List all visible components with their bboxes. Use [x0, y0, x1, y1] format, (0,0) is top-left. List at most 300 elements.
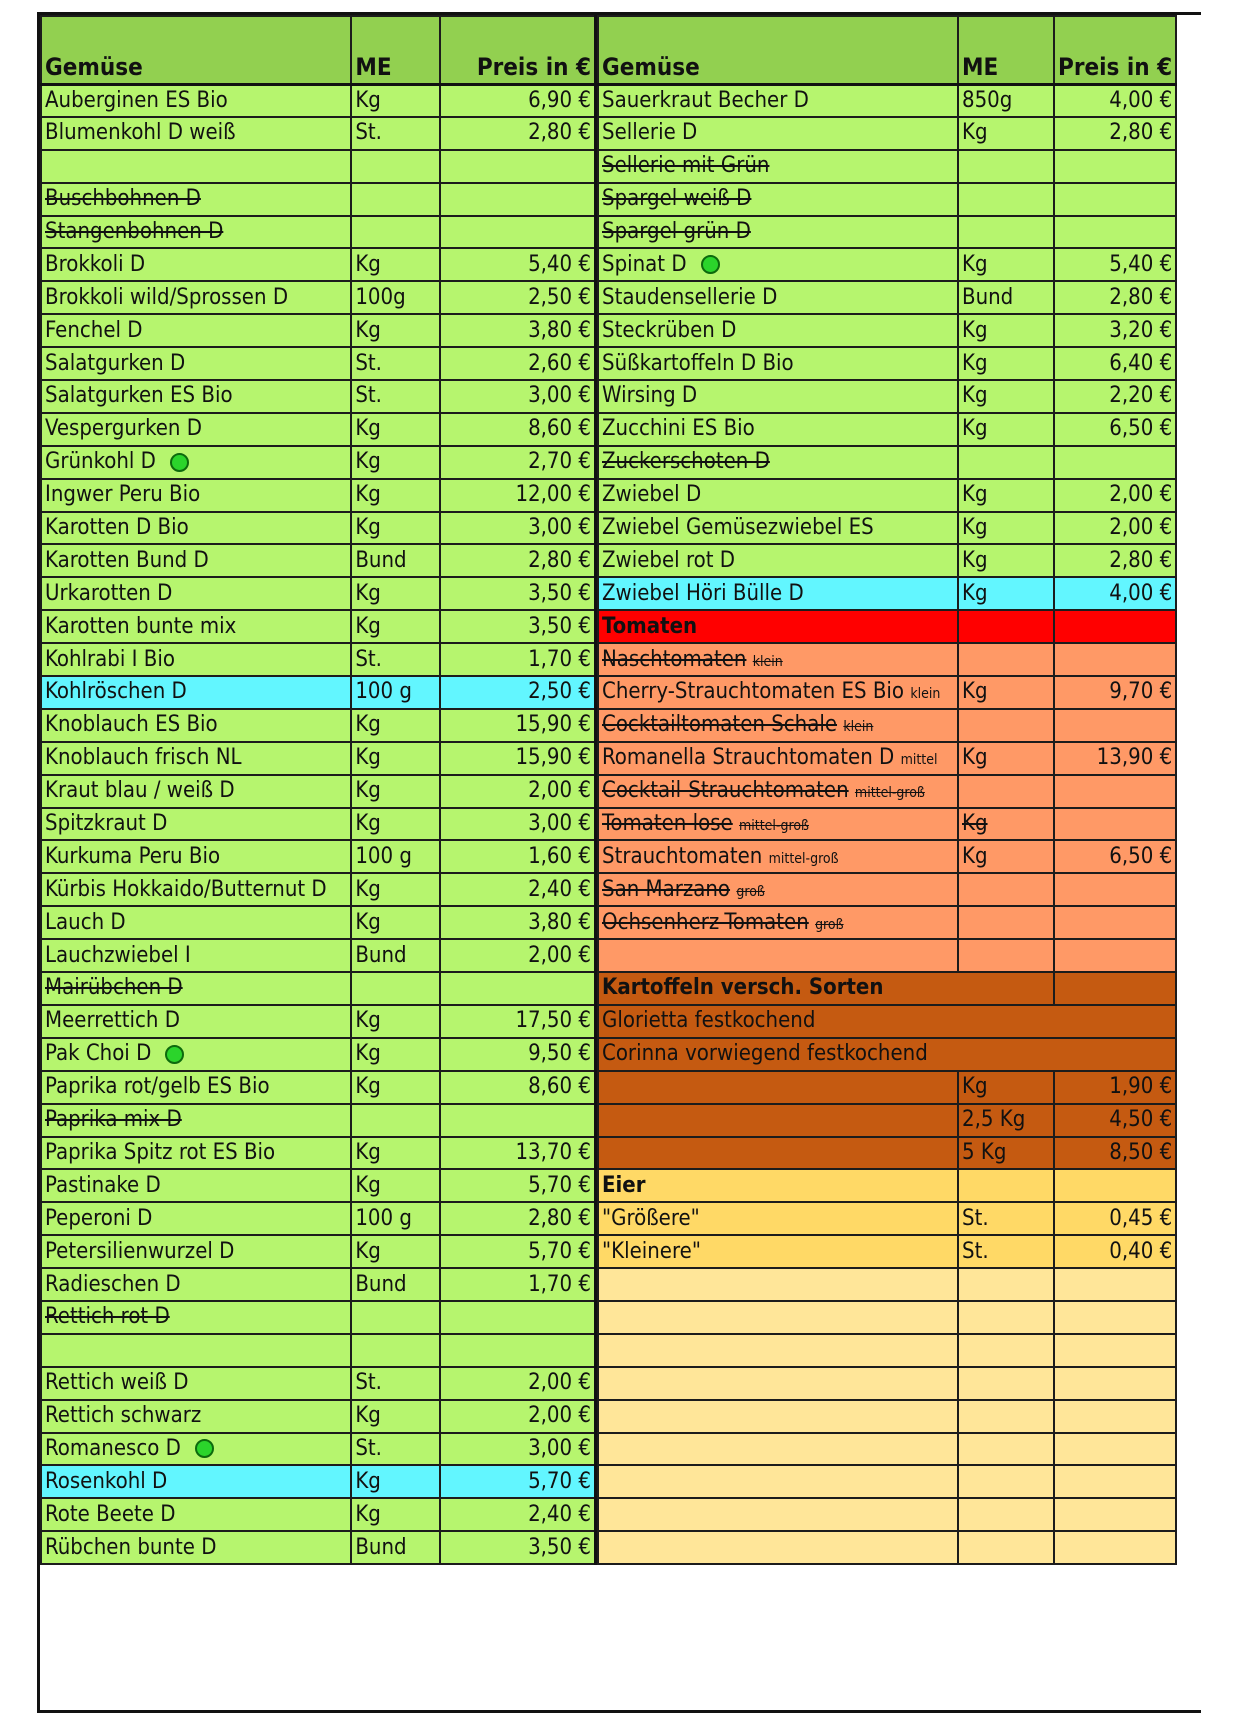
item-unit: Kg: [351, 314, 439, 347]
item-price: 0,45 €: [1054, 1202, 1176, 1235]
item-price: 2,00 €: [1054, 512, 1176, 545]
item-price: [1054, 1400, 1176, 1433]
item-name-cell: [598, 314, 958, 347]
table-row: [41, 1268, 596, 1301]
table-row: [598, 1400, 1176, 1433]
item-name: Sellerie D: [602, 120, 698, 146]
item-name-cell: [598, 939, 958, 972]
item-name-cell: [41, 1400, 351, 1433]
item-name: Rote Beete D: [45, 1501, 176, 1527]
item-name-cell: [598, 972, 1054, 1005]
item-price: 15,90 €: [440, 742, 596, 775]
item-price: 6,90 €: [440, 84, 596, 117]
item-name-cell: [41, 314, 351, 347]
item-unit: Kg: [351, 248, 439, 281]
header-name: Gemüse: [598, 16, 958, 84]
table-row: [41, 281, 596, 314]
item-name-cell: [598, 544, 958, 577]
item-unit: [958, 643, 1054, 676]
item-unit: [958, 709, 1054, 742]
item-price: 13,90 €: [1054, 742, 1176, 775]
item-price: [1054, 1268, 1176, 1301]
item-price: [1054, 150, 1176, 183]
table-row: [598, 150, 1176, 183]
table-row: [41, 972, 596, 1005]
table-row: [41, 479, 596, 512]
item-name-cell: [598, 840, 958, 873]
table-row: [41, 1400, 596, 1433]
item-name-cell: [598, 610, 958, 643]
item-name: Cocktail-Strauchtomaten: [602, 778, 849, 804]
item-name: Rettich weiß D: [45, 1370, 189, 1396]
item-name: Salatgurken D: [45, 350, 186, 376]
item-price: [1054, 972, 1176, 1005]
header-unit: ME: [958, 16, 1054, 84]
item-price: [1054, 709, 1176, 742]
item-unit: 5 Kg: [958, 1137, 1054, 1170]
item-name: Lauch D: [45, 909, 126, 935]
size-note: klein: [843, 719, 874, 736]
item-name: Petersilienwurzel D: [45, 1238, 235, 1264]
right-price-table: [597, 15, 1177, 1565]
table-row: [41, 446, 596, 479]
item-unit: Kg: [351, 84, 439, 117]
right-header-row: [598, 16, 1176, 84]
item-name: Cherry-Strauchtomaten ES Bio: [602, 679, 905, 705]
item-name-cell: [41, 479, 351, 512]
table-row: [598, 808, 1176, 841]
item-price: 4,00 €: [1054, 577, 1176, 610]
item-unit: Kg: [958, 314, 1054, 347]
left-header-row: [41, 16, 596, 84]
table-row: [598, 873, 1176, 906]
item-name-cell: [598, 248, 958, 281]
table-row: [41, 742, 596, 775]
item-name-cell: [41, 281, 351, 314]
item-name-cell: [598, 1071, 958, 1104]
item-unit: [958, 1498, 1054, 1531]
item-unit: St.: [958, 1235, 1054, 1268]
left-column: [40, 15, 597, 1565]
table-row: [598, 1498, 1176, 1531]
table-row: [598, 183, 1176, 216]
item-price: [1054, 906, 1176, 939]
item-unit: Kg: [958, 248, 1054, 281]
item-name-cell: [598, 1038, 1176, 1071]
item-price: 2,40 €: [440, 1498, 596, 1531]
item-price: 17,50 €: [440, 1005, 596, 1038]
item-unit: 850g: [958, 84, 1054, 117]
item-name-cell: [41, 1071, 351, 1104]
table-row: [598, 1367, 1176, 1400]
table-row: [598, 1235, 1176, 1268]
item-price: 2,60 €: [440, 347, 596, 380]
item-name: Paprika mix D: [45, 1107, 182, 1133]
table-row: [598, 314, 1176, 347]
item-unit: Bund: [351, 939, 439, 972]
table-row: [41, 1038, 596, 1071]
item-name-cell: [41, 742, 351, 775]
item-name-cell: [41, 1334, 351, 1367]
item-name-cell: [41, 183, 351, 216]
item-name: Karotten D Bio: [45, 515, 189, 541]
item-name-cell: [41, 1137, 351, 1170]
item-name-cell: [598, 446, 958, 479]
item-name: Glorietta festkochend: [602, 1008, 816, 1034]
size-note: mittel-groß: [739, 818, 809, 835]
table-row: [41, 380, 596, 413]
item-price: 3,80 €: [440, 314, 596, 347]
table-row: [41, 512, 596, 545]
item-unit: St.: [351, 117, 439, 150]
item-unit: St.: [351, 1433, 439, 1466]
item-price: 8,60 €: [440, 1071, 596, 1104]
item-unit: [351, 972, 439, 1005]
item-price: [1054, 808, 1176, 841]
item-price: [1054, 775, 1176, 808]
table-row: [41, 117, 596, 150]
item-unit: Kg: [958, 742, 1054, 775]
table-row: [41, 413, 596, 446]
item-name-cell: [41, 1202, 351, 1235]
item-name-cell: [41, 808, 351, 841]
size-note: mittel-groß: [768, 850, 839, 867]
item-unit: [958, 1400, 1054, 1433]
item-name: Kürbis Hokkaido/Butternut D: [45, 876, 327, 902]
item-price: 3,00 €: [440, 1433, 596, 1466]
item-price: 3,80 €: [440, 906, 596, 939]
item-unit: [958, 1268, 1054, 1301]
item-unit: [958, 873, 1054, 906]
item-price: 5,70 €: [440, 1465, 596, 1498]
item-name: Knoblauch ES Bio: [45, 712, 218, 738]
item-unit: Kg: [351, 1498, 439, 1531]
item-name-cell: [598, 150, 958, 183]
item-name: Karotten Bund D: [45, 547, 209, 573]
item-unit: St.: [351, 380, 439, 413]
item-name: Spinat D: [602, 251, 687, 277]
item-price: [440, 972, 596, 1005]
item-price: [1054, 183, 1176, 216]
item-name-cell: [598, 84, 958, 117]
item-name: Vespergurken D: [45, 416, 202, 442]
item-unit: [958, 150, 1054, 183]
table-row: [598, 1137, 1176, 1170]
item-name: Knoblauch frisch NL: [45, 745, 242, 771]
item-price: 6,40 €: [1054, 347, 1176, 380]
item-name: Zwiebel Gemüsezwiebel ES: [602, 515, 874, 541]
item-name: Stangenbohnen D: [45, 219, 224, 244]
item-unit: Kg: [958, 512, 1054, 545]
item-unit: Kg: [351, 1235, 439, 1268]
item-price: 0,40 €: [1054, 1235, 1176, 1268]
item-price: 5,70 €: [440, 1235, 596, 1268]
item-name-cell: [41, 1531, 351, 1564]
item-unit: Kg: [351, 1071, 439, 1104]
table-row: [598, 709, 1176, 742]
table-row: [598, 577, 1176, 610]
item-price: 2,50 €: [440, 676, 596, 709]
item-name-cell: [598, 1367, 958, 1400]
item-name-cell: [598, 216, 958, 249]
item-price: 2,80 €: [1054, 544, 1176, 577]
item-unit: [351, 183, 439, 216]
table-row: [41, 808, 596, 841]
item-name: Zucchini ES Bio: [602, 416, 755, 442]
item-name-cell: [598, 1169, 958, 1202]
item-unit: [958, 1367, 1054, 1400]
item-name: Zwiebel Höri Bülle D: [602, 580, 804, 606]
item-name-cell: [41, 1465, 351, 1498]
item-name-cell: [598, 1268, 958, 1301]
item-name: Meerrettich D: [45, 1008, 180, 1034]
table-row: [41, 1433, 596, 1466]
table-row: [41, 1334, 596, 1367]
item-name-cell: [41, 117, 351, 150]
item-unit: Kg: [351, 1005, 439, 1038]
item-name-cell: [41, 1169, 351, 1202]
size-note: mittel-groß: [854, 785, 925, 802]
item-unit: Kg: [958, 413, 1054, 446]
item-name: Ingwer Peru Bio: [45, 482, 201, 508]
item-price: 9,50 €: [440, 1038, 596, 1071]
item-unit: [351, 1334, 439, 1367]
table-row: [41, 709, 596, 742]
item-name: Tomaten lose: [602, 811, 733, 837]
item-name-cell: [41, 544, 351, 577]
item-name-cell: [598, 775, 958, 808]
item-unit: Kg: [351, 446, 439, 479]
table-row: [598, 1202, 1176, 1235]
item-price: [1054, 1433, 1176, 1466]
item-unit: 2,5 Kg: [958, 1104, 1054, 1137]
item-price: [1054, 1169, 1176, 1202]
item-price: 5,40 €: [440, 248, 596, 281]
item-name-cell: [598, 1334, 958, 1367]
item-name: Kohlrabi I Bio: [45, 646, 175, 672]
item-price: 3,00 €: [440, 512, 596, 545]
item-unit: [958, 1334, 1054, 1367]
table-row: [41, 216, 596, 249]
item-price: [440, 183, 596, 216]
item-name-cell: [41, 248, 351, 281]
item-price: 2,80 €: [440, 1202, 596, 1235]
item-unit: Kg: [351, 1400, 439, 1433]
item-name-cell: [598, 1301, 958, 1334]
item-name-cell: [598, 906, 958, 939]
item-name-cell: [598, 742, 958, 775]
item-unit: Kg: [351, 742, 439, 775]
item-price: 2,80 €: [1054, 117, 1176, 150]
table-row: [598, 1268, 1176, 1301]
item-unit: Kg: [351, 1169, 439, 1202]
table-row: [41, 775, 596, 808]
item-unit: Kg: [958, 1071, 1054, 1104]
item-name: Sellerie mit Grün: [602, 153, 770, 179]
item-unit: St.: [351, 347, 439, 380]
table-row: [41, 1202, 596, 1235]
item-unit: St.: [958, 1202, 1054, 1235]
item-name-cell: [41, 1301, 351, 1334]
item-name-cell: [41, 1367, 351, 1400]
item-name-cell: [41, 1005, 351, 1038]
item-unit: Kg: [958, 544, 1054, 577]
item-name: Kohlröschen D: [45, 679, 187, 705]
table-row: [598, 446, 1176, 479]
item-name: Pak Choi D: [45, 1041, 152, 1067]
table-row: [598, 1038, 1176, 1071]
table-row: [598, 544, 1176, 577]
item-name: Rettich rot D: [45, 1304, 170, 1330]
item-unit: 100 g: [351, 1202, 439, 1235]
table-row: [41, 1531, 596, 1564]
item-price: 3,50 €: [440, 610, 596, 643]
item-price: 1,60 €: [440, 840, 596, 873]
item-name-cell: [41, 1433, 351, 1466]
item-name-cell: [598, 676, 958, 709]
item-unit: Bund: [958, 281, 1054, 314]
item-name-cell: [41, 939, 351, 972]
table-row: [41, 643, 596, 676]
table-row: [41, 1301, 596, 1334]
item-price: [440, 1104, 596, 1137]
item-name-cell: [598, 1465, 958, 1498]
item-name: Rettich schwarz: [45, 1403, 202, 1429]
item-unit: Kg: [958, 840, 1054, 873]
item-unit: Bund: [351, 1268, 439, 1301]
item-name-cell: [41, 1038, 351, 1071]
item-name-cell: [41, 643, 351, 676]
item-name: Zwiebel rot D: [602, 547, 735, 573]
table-row: [41, 314, 596, 347]
table-row: [598, 117, 1176, 150]
item-name: Urkarotten D: [45, 580, 173, 606]
item-name-cell: [598, 117, 958, 150]
item-price: 3,50 €: [440, 577, 596, 610]
item-name: San Marzano: [602, 876, 731, 902]
item-price: 2,00 €: [440, 939, 596, 972]
item-price: 1,90 €: [1054, 1071, 1176, 1104]
item-unit: 100g: [351, 281, 439, 314]
item-price: 5,40 €: [1054, 248, 1176, 281]
item-price: 3,20 €: [1054, 314, 1176, 347]
table-row: [598, 479, 1176, 512]
table-row: [598, 248, 1176, 281]
item-price: 6,50 €: [1054, 840, 1176, 873]
item-price: 4,50 €: [1054, 1104, 1176, 1137]
item-name: Brokkoli D: [45, 251, 146, 277]
item-name-cell: [41, 775, 351, 808]
table-row: [41, 1498, 596, 1531]
item-price: 6,50 €: [1054, 413, 1176, 446]
item-name-cell: [41, 413, 351, 446]
item-price: 9,70 €: [1054, 676, 1176, 709]
item-name: Spitzkraut D: [45, 811, 168, 837]
item-unit: 100 g: [351, 676, 439, 709]
table-row: [41, 150, 596, 183]
item-unit: [958, 610, 1054, 643]
table-row: [41, 1465, 596, 1498]
table-row: [598, 1071, 1176, 1104]
item-price: 3,50 €: [440, 1531, 596, 1564]
item-unit: [958, 1433, 1054, 1466]
item-name: Auberginen ES Bio: [45, 87, 228, 113]
item-unit: [958, 1301, 1054, 1334]
item-unit: Kg: [351, 906, 439, 939]
table-row: [598, 906, 1176, 939]
item-name: Zuckerschoten D: [602, 449, 770, 475]
item-unit: Kg: [351, 1137, 439, 1170]
item-name: "Kleinere": [602, 1238, 701, 1264]
item-price: [440, 216, 596, 249]
item-name: Rosenkohl D: [45, 1468, 168, 1494]
table-row: [41, 840, 596, 873]
size-note: mittel: [900, 752, 938, 769]
item-unit: Kg: [958, 808, 1054, 841]
table-row: [598, 1104, 1176, 1137]
item-price: 3,00 €: [440, 380, 596, 413]
item-price: 2,00 €: [1054, 479, 1176, 512]
item-unit: Kg: [958, 676, 1054, 709]
item-name: "Größere": [602, 1205, 700, 1231]
table-row: [598, 413, 1176, 446]
table-row: [41, 1005, 596, 1038]
table-row: [598, 1005, 1176, 1038]
item-name-cell: [41, 380, 351, 413]
item-unit: [958, 1465, 1054, 1498]
item-unit: [958, 216, 1054, 249]
item-price: 5,70 €: [440, 1169, 596, 1202]
item-unit: Kg: [351, 512, 439, 545]
item-name-cell: [598, 1498, 958, 1531]
table-row: [41, 248, 596, 281]
item-unit: St.: [351, 1367, 439, 1400]
item-name-cell: [598, 1531, 958, 1564]
size-note: groß: [815, 916, 844, 933]
item-price: 2,80 €: [440, 544, 596, 577]
item-name: Sauerkraut Becher D: [602, 87, 809, 113]
item-price: 1,70 €: [440, 643, 596, 676]
item-price: [440, 1334, 596, 1367]
item-name: Buschbohnen D: [45, 186, 201, 212]
left-price-table: [40, 15, 597, 1565]
table-row: [598, 742, 1176, 775]
item-price: 2,00 €: [440, 775, 596, 808]
table-row: [598, 380, 1176, 413]
item-price: [1054, 610, 1176, 643]
item-price: [1054, 643, 1176, 676]
table-row: [598, 1531, 1176, 1564]
item-price: 15,90 €: [440, 709, 596, 742]
size-note: groß: [736, 883, 765, 900]
item-name-cell: [41, 840, 351, 873]
item-name-cell: [598, 281, 958, 314]
table-row: [41, 1137, 596, 1170]
table-row: [41, 183, 596, 216]
table-row: [41, 939, 596, 972]
green-dot-icon: [701, 255, 720, 274]
item-name: Paprika Spitz rot ES Bio: [45, 1139, 276, 1165]
item-unit: Kg: [351, 775, 439, 808]
item-name-cell: [598, 380, 958, 413]
item-unit: Kg: [351, 873, 439, 906]
item-unit: Kg: [958, 479, 1054, 512]
item-price: [1054, 1367, 1176, 1400]
item-name-cell: [598, 808, 958, 841]
table-row: [41, 1367, 596, 1400]
item-name-cell: [41, 216, 351, 249]
item-name-cell: [598, 1005, 1176, 1038]
